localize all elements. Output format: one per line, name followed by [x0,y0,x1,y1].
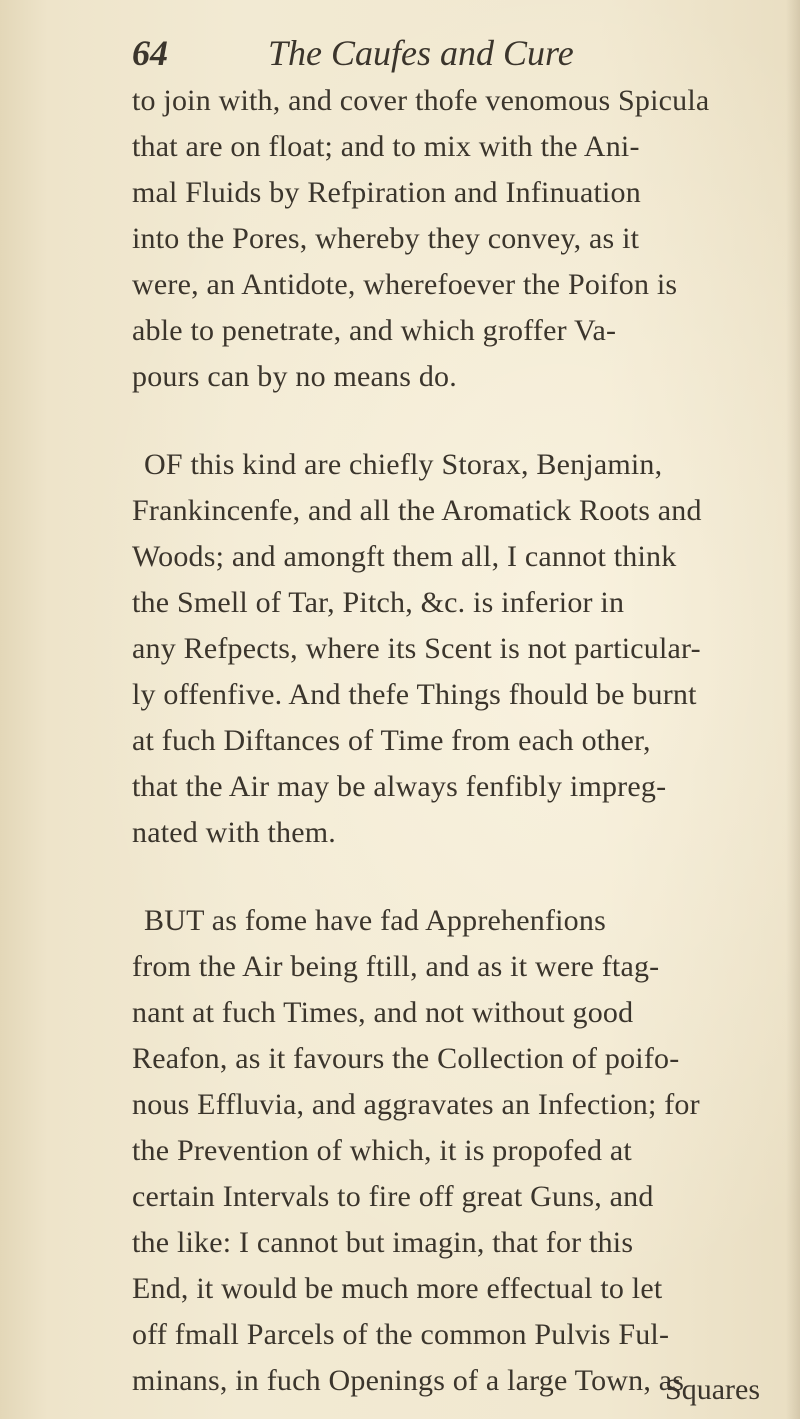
text-line: from the Air being ftill, and as it were ftag- [132,950,660,983]
text-line: that the Air may be always fenfibly impreg- [132,770,667,803]
text-line: that are on float; and to mix with the Ani- [132,130,640,163]
text-line: ly offenfive. And thefe Things fhould be burnt [132,678,697,711]
text-line: End, it would be much more effectual to let [132,1272,663,1305]
text-line: nant at fuch Times, and not without good [132,996,634,1029]
text-line: off fmall Parcels of the common Pulvis Ful- [132,1318,670,1351]
page-number: 64 [132,33,168,73]
text-line: Reafon, as it favours the Collection of poifo- [132,1042,680,1075]
text-line: OF this kind are chiefly Storax, Benjamin, [144,448,663,481]
page-header [132,28,732,78]
text-line: at fuch Diftances of Time from each other, [132,724,651,757]
text-line: minans, in fuch Openings of a large Town, as [132,1364,685,1397]
running-head: The Caufes and Cure [268,33,574,73]
body-text [132,78,772,1404]
paragraph-gap [132,856,772,898]
text-line: nous Effluvia, and aggravates an Infection; for [132,1088,700,1121]
catchword: Squares [665,1373,760,1406]
text-line: Woods; and amongft them all, I cannot think [132,540,677,573]
text-line: were, an Antidote, wherefoever the Poifon is [132,268,678,301]
text-line: any Refpects, where its Scent is not particular- [132,632,701,665]
text-line: the Prevention of which, it is propofed at [132,1134,632,1167]
text-line: nated with them. [132,816,336,849]
text-line: mal Fluids by Refpiration and Infinuation [132,176,641,209]
text-line: the like: I cannot but imagin, that for this [132,1226,634,1259]
text-line: Frankincenfe, and all the Aromatick Roots and [132,494,702,527]
text-line: to join with, and cover thofe venomous Spicula [132,84,710,117]
text-line: the Smell of Tar, Pitch, &c. is inferior in [132,586,625,619]
paragraph-gap [132,400,772,442]
text-line: BUT as fome have fad Apprehenfions [144,904,606,937]
text-line: into the Pores, whereby they convey, as it [132,222,640,255]
text-line: able to penetrate, and which groffer Va- [132,314,617,347]
text-line: pours can by no means do. [132,360,457,393]
text-line: certain Intervals to fire off great Guns, and [132,1180,654,1213]
paragraph-2 [132,442,772,856]
paragraph-1 [132,78,772,400]
paragraph-3 [132,898,772,1404]
